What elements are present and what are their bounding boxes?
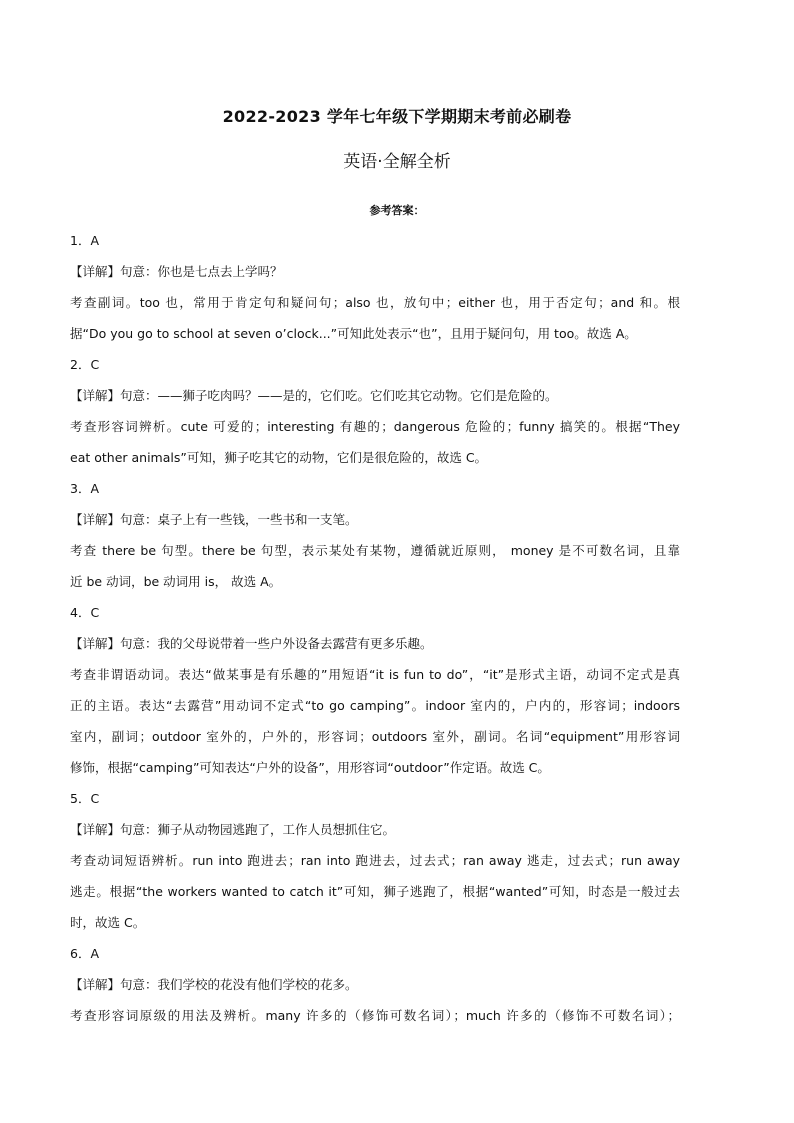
answer-line: 4．C — [70, 605, 100, 620]
answer-line: 考查 there be 句型。there be 句型，表示某处有某物，遵循就近原则， money 是不可数名词，且靠 — [70, 543, 680, 558]
answer-line: 考查形容词原级的用法及辨析。many 许多的（修饰可数名词）；much 许多的（修饰不可数名词）； — [70, 1008, 680, 1023]
answer-line: 据“Do you go to school at seven o’clock...”可知此处表示“也”，且用于疑问句，用 too。故选 A。 — [70, 326, 637, 341]
answer-line: eat other animals”可知，狮子吃其它的动物，它们是很危险的，故选 C。 — [70, 450, 488, 465]
answer-body — [70, 225, 680, 1031]
answer-line: 考查副词。too 也，常用于肯定句和疑问句；also 也，放句中；either 也，用于否定句；and 和。根 — [70, 295, 680, 310]
answer-line: 3．A — [70, 481, 100, 496]
answer-line: 【详解】句意：狮子从动物园逃跑了，工作人员想抓住它。 — [70, 822, 396, 837]
answer-line: 【详解】句意：——狮子吃肉吗？——是的，它们吃。它们吃其它动物。它们是危险的。 — [70, 388, 558, 403]
answer-line: 1．A — [70, 233, 100, 248]
answers-heading: 参考答案： — [369, 204, 425, 217]
answer-line: 正的主语。表达“去露营”用动词不定式“to go camping”。indoor 室内的，户内的，形容词；indoors — [70, 698, 680, 713]
answer-line: 考查形容词辨析。cute 可爱的；interesting 有趣的；dangerous 危险的；funny 搞笑的。根据“They — [70, 419, 680, 434]
answer-line: 时，故选 C。 — [70, 915, 146, 930]
answer-line: 【详解】句意：你也是七点去上学吗？ — [70, 264, 283, 279]
answer-line: 6．A — [70, 946, 100, 961]
answer-line: 逃走。根据“the workers wanted to catch it”可知，狮子逃跑了，根据“wanted”可知，时态是一般过去 — [70, 884, 680, 899]
answer-line: 室内，副词；outdoor 室外的，户外的，形容词；outdoors 室外，副词。名词“equipment”用形容词 — [70, 729, 680, 744]
answer-line: 近 be 动词，be 动词用 is， 故选 A。 — [70, 574, 282, 589]
document-subtitle: 英语·全解全析 — [343, 152, 451, 172]
answer-line: 5．C — [70, 791, 100, 806]
answer-line: 2．C — [70, 357, 100, 372]
answer-line: 考查非谓语动词。表达“做某事是有乐趣的”用短语“it is fun to do”，“it”是形式主语，动词不定式是真 — [70, 667, 680, 682]
answer-line: 【详解】句意：桌子上有一些钱，一些书和一支笔。 — [70, 512, 358, 527]
answer-line: 【详解】句意：我的父母说带着一些户外设备去露营有更多乐趣。 — [70, 636, 433, 651]
answer-line: 考查动词短语辨析。run into 跑进去；ran into 跑进去，过去式；ran away 逃走，过去式；run away — [70, 853, 680, 868]
answer-line: 修饰，根据“camping”可知表达“户外的设备”，用形容词“outdoor”作定语。故选 C。 — [70, 760, 550, 775]
answer-line: 【详解】句意：我们学校的花没有他们学校的花多。 — [70, 977, 358, 992]
document-title: 2022-2023 学年七年级下学期期末考前必刷卷 — [222, 107, 572, 126]
